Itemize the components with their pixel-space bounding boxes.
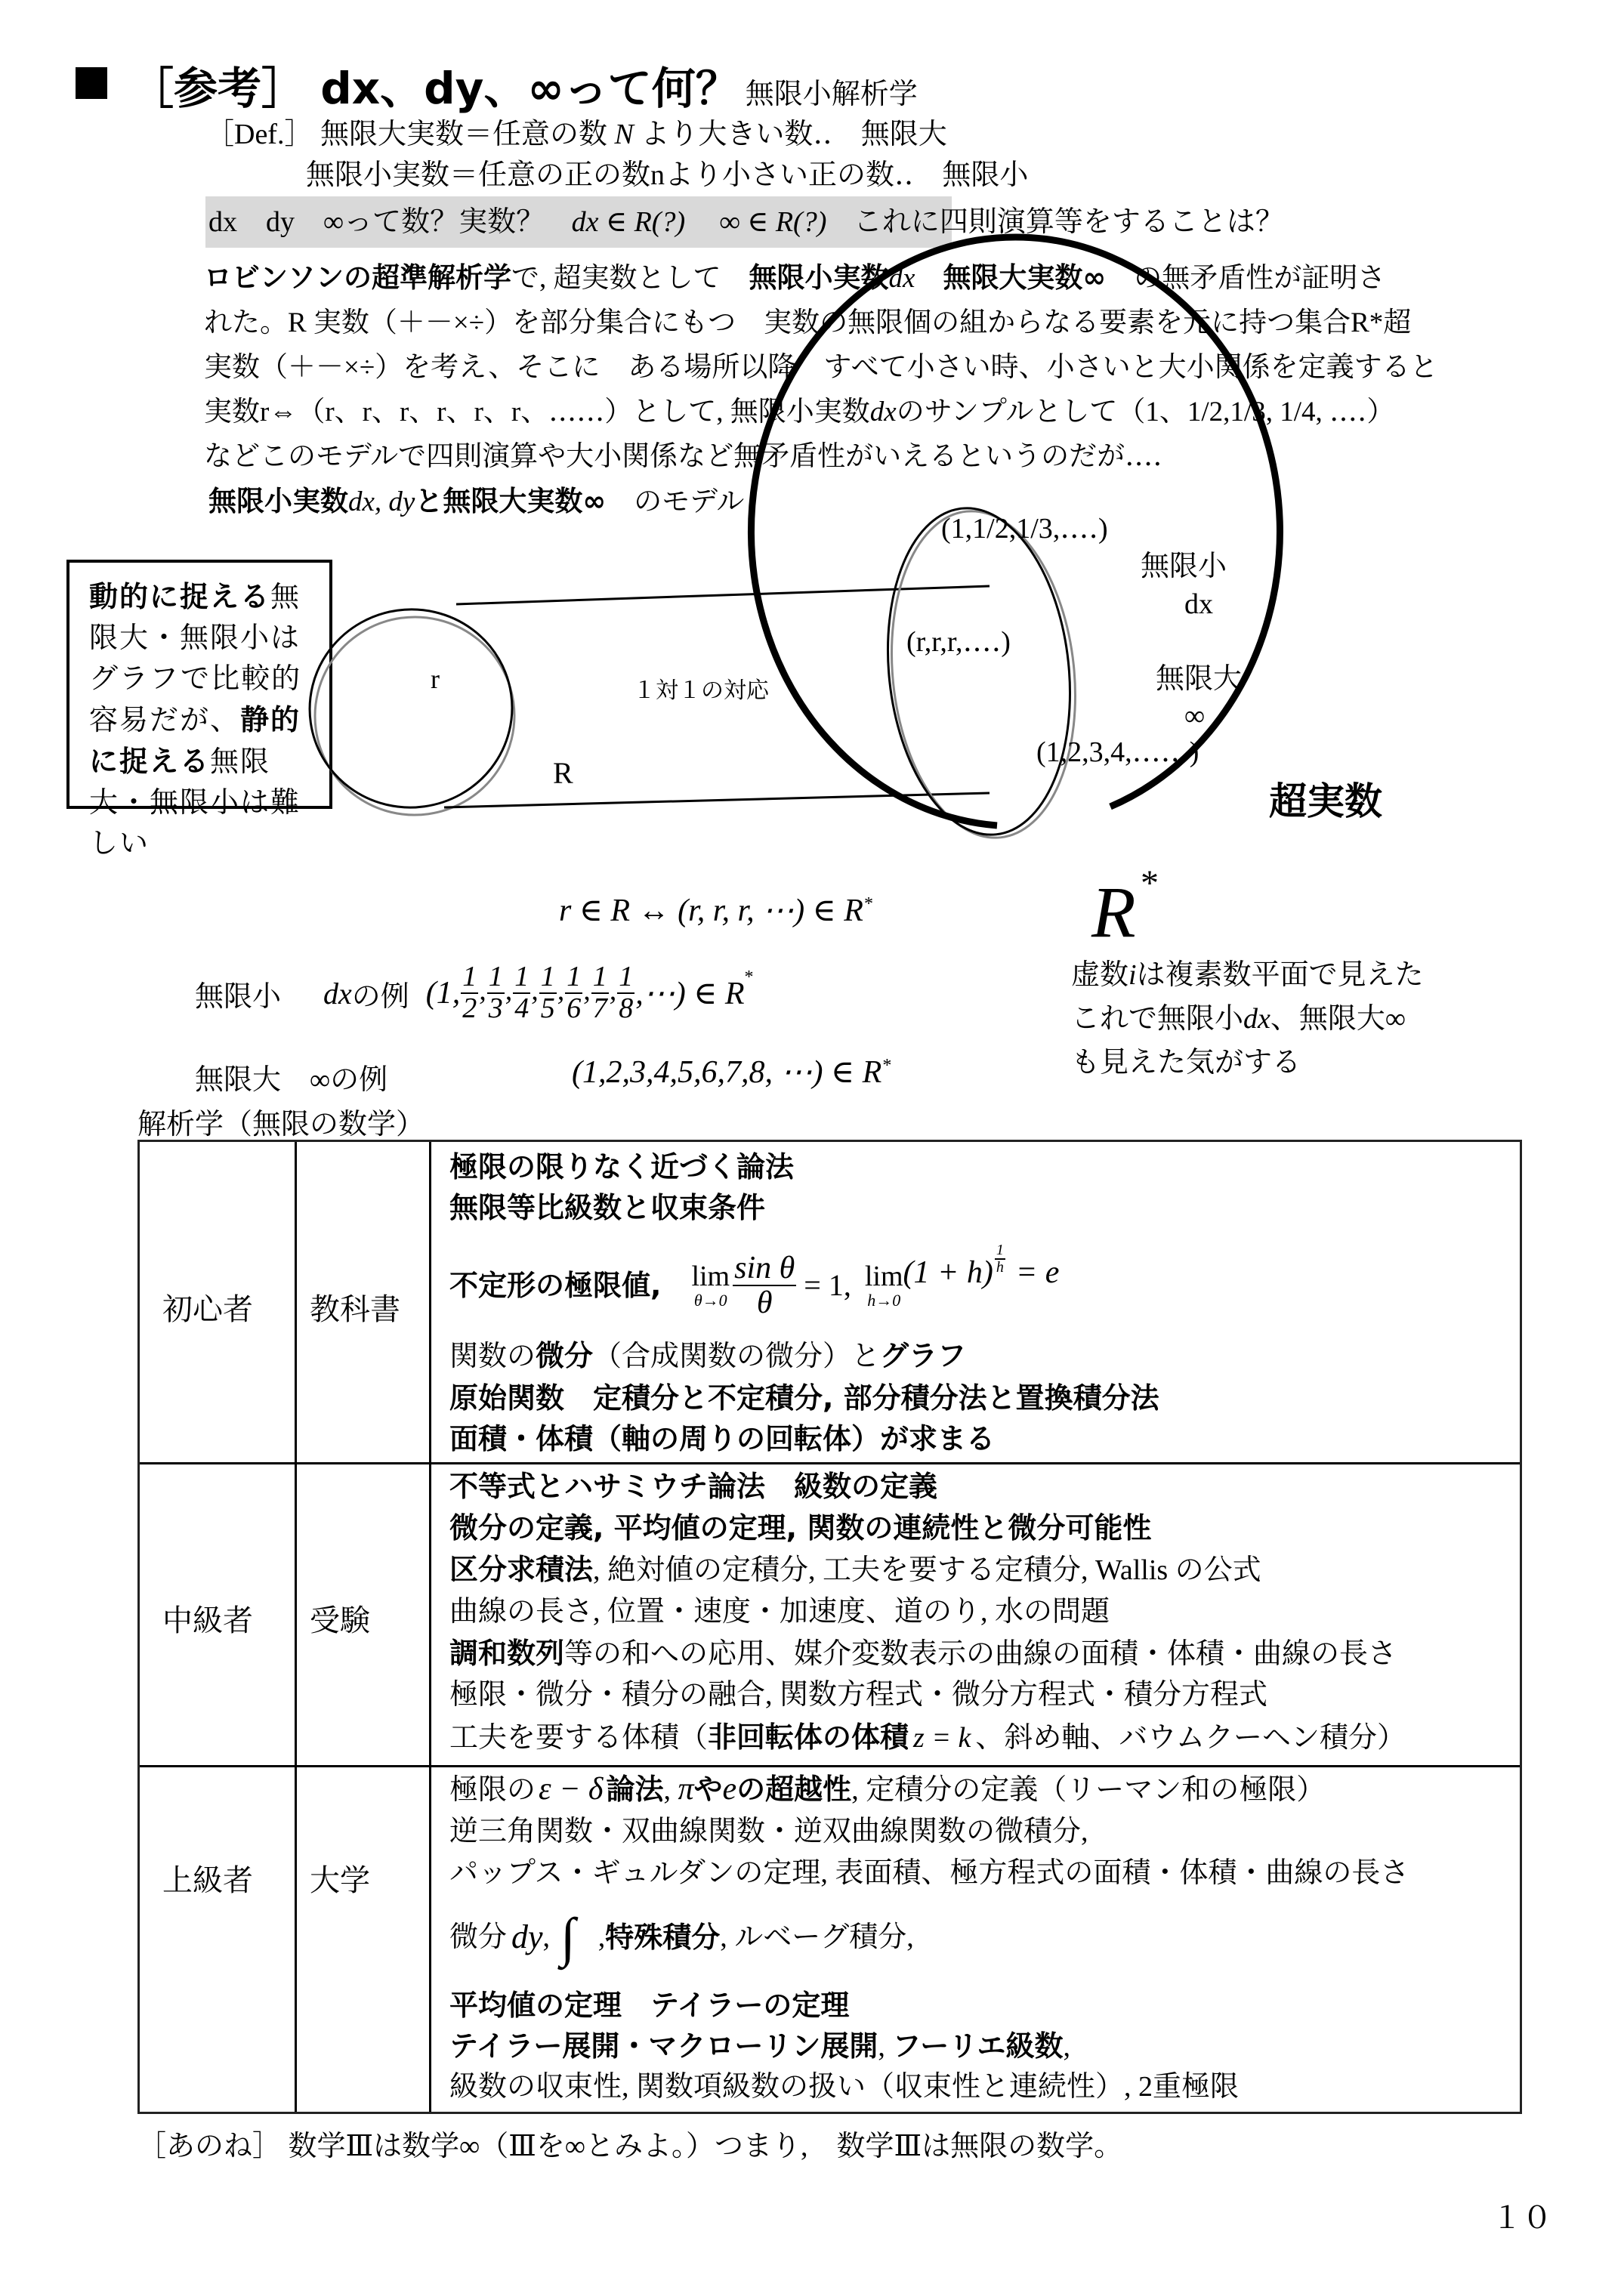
bold-text: 無限大実数∞	[943, 261, 1107, 294]
label-one-to-one: １対１の対応	[633, 678, 769, 703]
asterisk: *	[744, 968, 754, 987]
fraction-1-over-3	[487, 962, 505, 1024]
definition-line-2: 無限小実数＝任意の正の数nより小さい正の数‥ 無限小	[306, 159, 1029, 191]
asterisk: *	[881, 1056, 891, 1076]
text: で, 超実数として	[511, 263, 749, 294]
question-tail: これに四則演算等をすることは？	[853, 206, 1284, 238]
label-inner-seq: (r,r,r,‥‥)	[906, 626, 1011, 658]
mapping-line-top	[456, 586, 990, 604]
math-z-eq-k: z = k	[913, 1722, 971, 1754]
def-text: 無限大実数＝任意の数	[320, 119, 607, 150]
bold-text: 区分求積法	[449, 1553, 594, 1586]
note-line	[1071, 953, 1424, 997]
topic-line: 極限・微分・積分の融合, 関数方程式・微分方程式・積分方程式	[449, 1679, 1268, 1711]
table-row	[140, 1767, 1520, 2112]
topic-line: 級数の収束性, 関数項級数の扱い（収束性と連続性）, 2重極限	[449, 2071, 1240, 2103]
footer-note: ［あのね］ 数学Ⅲは数学∞（Ⅲを∞とみよ。）つまり, 数学Ⅲは無限の数学。	[137, 2131, 1123, 2162]
topic-line: 平均値の定理 テイラーの定理	[449, 1989, 850, 2022]
math-dx: dx	[323, 976, 352, 1011]
paragraph-line: 実数（＋－×÷）を考え、そこに ある場所以降 すべて小さい時、小さいと大小関係を定義すると	[204, 352, 1438, 383]
text: ,	[1063, 2031, 1070, 2063]
text: , ルベーグ積分,	[720, 1921, 914, 1953]
bold-text: 無限小実数	[749, 261, 889, 294]
text: 無限大・無限小はグラフで比較的容易だが、	[89, 582, 302, 736]
math-pi: π	[678, 1772, 694, 1807]
lim-block	[691, 1261, 730, 1310]
math-dx-dy: dx, dy	[348, 486, 415, 517]
label-infinity: ∞	[1184, 700, 1206, 732]
text: , 絶対値の定積分, 工夫を要する定積分, Wallis の公式	[593, 1554, 1261, 1586]
example-label: 無限小	[195, 980, 310, 1013]
topic-line: 無限等比級数と収束条件	[449, 1191, 766, 1224]
fraction-1-over-6	[565, 962, 582, 1024]
example-label: 無限大 ∞の例	[195, 1064, 388, 1096]
topic-line: 原始関数 定積分と不定積分, 部分積分法と置換積分法	[449, 1381, 1159, 1415]
paragraph-line: れた。R 実数（＋－×÷）を部分集合にもつ 実数の無限個の組からなる要素を元に持つ集合R*超	[204, 307, 1412, 338]
topic-line	[449, 2027, 1070, 2066]
example-infinite-seq	[572, 1053, 891, 1091]
text: ,	[663, 1774, 678, 1806]
fraction-list	[460, 962, 635, 1024]
def-var-n: N	[614, 119, 634, 150]
text: ,	[597, 1921, 606, 1953]
seq-close: ,⋯) ∈ R	[635, 977, 745, 1011]
denominator: 7	[592, 992, 607, 1024]
lim-sub: h→0	[867, 1291, 901, 1310]
level-cell: 中級者	[162, 1603, 253, 1637]
denominator: θ	[756, 1285, 773, 1320]
exponent	[995, 1242, 1005, 1276]
text: 微分	[449, 1921, 508, 1953]
numerator: 1	[462, 961, 477, 993]
topic-line	[449, 1770, 1325, 1809]
example-suffix: の例	[351, 980, 409, 1013]
topic-line	[449, 1718, 1406, 1757]
table-caption: 解析学（無限の数学）	[137, 1109, 425, 1140]
bold-text: フーリエ級数	[892, 2029, 1064, 2063]
example-infinitesimal	[195, 955, 754, 1031]
topic-line: 逆三角関数・双曲線関数・逆双曲線関数の微積分,	[449, 1816, 1088, 1847]
comma: ,	[479, 974, 486, 1007]
topic-line: 不等式とハサミウチ論法 級数の定義	[449, 1470, 938, 1503]
math-dx: dx	[888, 263, 915, 294]
fraction-1-over-7	[591, 962, 609, 1024]
text: これで無限小	[1071, 1003, 1244, 1035]
text: 等の和への応用、媒介変数表示の曲線の面積・体積・曲線の長さ	[564, 1638, 1397, 1670]
asterisk: *	[863, 894, 872, 914]
bold-text: の超越性	[736, 1773, 852, 1806]
lim: lim	[691, 1261, 730, 1292]
topic-line	[449, 1337, 966, 1375]
equals-one: = 1,	[804, 1268, 851, 1302]
formula-text: r ∈ R ↔ (r, r, r, ⋯) ∈ R	[559, 893, 863, 928]
label-R-star: R	[1091, 872, 1136, 952]
label-infinitesimal: 無限小	[1141, 551, 1227, 582]
comma: ,	[583, 974, 591, 1007]
topic-line: 微分の定義, 平均値の定理, 関数の連続性と微分可能性	[449, 1511, 1152, 1545]
comma: ,	[609, 974, 617, 1007]
bold-text: 無限小実数	[208, 485, 348, 517]
bold-text: 論法	[606, 1773, 664, 1806]
text: の無矛盾性が証明さ	[1106, 263, 1386, 294]
lim: lim	[864, 1261, 903, 1292]
label-dx: dx	[1184, 588, 1213, 620]
fraction-1-over-4	[513, 962, 530, 1024]
topic-line	[449, 1634, 1397, 1673]
denominator: 3	[488, 992, 503, 1024]
text: 虚数	[1071, 959, 1129, 991]
seq-open: (1,	[425, 976, 461, 1011]
comma: ,	[531, 974, 539, 1007]
bold-text: 特殊積分	[605, 1921, 721, 1954]
label-r: r	[431, 664, 440, 694]
numerator: 1	[514, 961, 529, 993]
topic-line: 極限の限りなく近づく論法	[449, 1150, 795, 1184]
math-dx-in-R: dx ∈ R(?)	[571, 206, 686, 238]
bold-text: 微分	[536, 1339, 594, 1372]
equals-e: = e	[1015, 1255, 1060, 1290]
math-i: i	[1128, 959, 1137, 991]
denominator: 2	[462, 992, 477, 1024]
numerator: 1	[592, 961, 607, 993]
comma: ,	[557, 974, 565, 1007]
lim-sub: θ→0	[693, 1291, 727, 1310]
numerator: 1	[567, 961, 582, 993]
label-R-star-asterisk: *	[1141, 863, 1159, 903]
bold-text: テイラー展開・マクローリン展開	[449, 2029, 878, 2063]
seq-text: (1,2,3,4,5,6,7,8, ⋯) ∈ R	[572, 1055, 882, 1090]
denominator: h	[996, 1259, 1004, 1276]
label-R: R	[553, 756, 573, 790]
numerator: 1	[619, 961, 634, 993]
hyperreal-diagram	[0, 0, 1624, 952]
source-cell: 教科書	[310, 1292, 400, 1326]
title-main: ［参考］ dx、dy、∞って何？	[130, 63, 739, 114]
embedded-R-ellipse	[872, 499, 1085, 844]
bold-text: と無限大実数∞	[415, 485, 607, 517]
math-dx: dx	[869, 397, 897, 427]
denominator: 5	[540, 992, 555, 1024]
text: 無限大・無限小は難しい	[89, 746, 301, 859]
text: ,	[878, 2031, 893, 2063]
math-dy: dy	[511, 1918, 543, 1955]
level-cell: 初心者	[162, 1292, 253, 1326]
math-inf-in-R: ∞ ∈ R(?)	[719, 206, 827, 238]
text: 、無限大∞	[1270, 1003, 1406, 1035]
question-text: dx dy ∞って数？実数？	[208, 206, 545, 238]
curriculum-table	[137, 1140, 1522, 2114]
label-infinite: 無限大	[1156, 663, 1243, 695]
base: (1 + h)	[903, 1255, 993, 1290]
def-text: より大きい数‥ 無限大	[641, 119, 947, 150]
text: 、斜め軸、バウムクーヘン積分）	[975, 1722, 1406, 1754]
topic-line: 曲線の長さ, 位置・速度・加速度、道のり, 水の問題	[449, 1596, 1110, 1628]
denominator: 6	[567, 992, 582, 1024]
bold-text: 調和数列	[449, 1637, 565, 1670]
math-dx: dx	[1243, 1003, 1270, 1035]
level-cell: 上級者	[162, 1863, 253, 1897]
bold-text: 非回転体の体積	[708, 1721, 909, 1754]
numerator: sin θ	[734, 1250, 795, 1285]
label-bottom-seq: (1,2,3,4,‥‥‥)	[1036, 736, 1199, 768]
example-infinite	[195, 1056, 387, 1097]
bold-text: や	[693, 1773, 723, 1806]
text: ,	[542, 1921, 551, 1953]
table-row	[140, 1142, 1520, 1464]
paragraph-line: などこのモデルで四則演算や大小関係など無矛盾性がいえるというのだが‥‥	[204, 441, 1162, 472]
numerator: 1	[488, 961, 503, 993]
label-top-seq: (1,1/2,1/3,‥‥)	[941, 513, 1108, 545]
note-line	[1071, 997, 1424, 1041]
lim-block	[865, 1261, 903, 1310]
fraction-sin	[733, 1251, 796, 1319]
text: , 定積分の定義（リーマン和の極限）	[851, 1774, 1326, 1806]
bold-text: 不定形の極限値,	[449, 1269, 662, 1302]
fraction-1-over-5	[539, 962, 557, 1024]
bold-text: グラフ	[880, 1339, 967, 1372]
denominator: 4	[514, 992, 529, 1024]
label-hyperreal: 超実数	[1269, 779, 1382, 823]
right-note	[1071, 953, 1424, 1085]
denominator: 8	[619, 992, 634, 1024]
text: 工夫を要する体積（	[449, 1722, 709, 1754]
topic-line-limits	[449, 1244, 1059, 1327]
topic-line: 面積・体積（軸の周りの回転体）が求まる	[449, 1422, 996, 1455]
table-row	[140, 1464, 1520, 1767]
bold-text: ロビンソンの超準解析学	[204, 261, 511, 294]
comma: ,	[505, 974, 513, 1007]
integral-sign: ∫	[560, 1907, 576, 1967]
set-R-shadow	[302, 604, 527, 828]
numerator: 1	[996, 1242, 1004, 1258]
page-number: １０	[1492, 2201, 1552, 2235]
text: （合成関数の微分）と	[593, 1341, 881, 1372]
def-tag: ［Def.］	[205, 119, 313, 150]
text: のモデル	[606, 486, 745, 517]
text: 実数r⇔（r、r、r、r、r、r、‥‥‥）として, 無限小実数	[204, 397, 870, 427]
math-epsilon-delta: ε − δ	[539, 1772, 604, 1807]
source-cell: 受験	[310, 1603, 370, 1637]
text: 極限の	[449, 1774, 536, 1806]
text: は複素数平面で見えた	[1136, 959, 1424, 991]
topic-line: パップス・ギュルダンの定理, 表面積、極方程式の面積・体積・曲線の長さ	[449, 1857, 1409, 1889]
text: 関数の	[449, 1341, 536, 1372]
bold-text: 動的に捉える	[89, 580, 271, 613]
formula-embedding	[559, 891, 872, 929]
bold-text: 静的に捉える	[89, 703, 301, 778]
fraction-1-over-8	[617, 962, 634, 1024]
title-subtitle: 無限小解析学	[745, 79, 918, 110]
fraction-1-over-2	[461, 962, 478, 1024]
topic-line	[449, 1551, 1261, 1589]
numerator: 1	[540, 961, 555, 993]
math-e: e	[722, 1772, 737, 1807]
text: のサンプルとして（1、1/2,1/3, 1/4, ‥‥）	[896, 397, 1395, 427]
topic-line	[449, 1903, 914, 1971]
note-line: も見えた気がする	[1071, 1047, 1301, 1079]
source-cell: 大学	[310, 1863, 370, 1897]
set-R-ellipse	[297, 597, 525, 821]
